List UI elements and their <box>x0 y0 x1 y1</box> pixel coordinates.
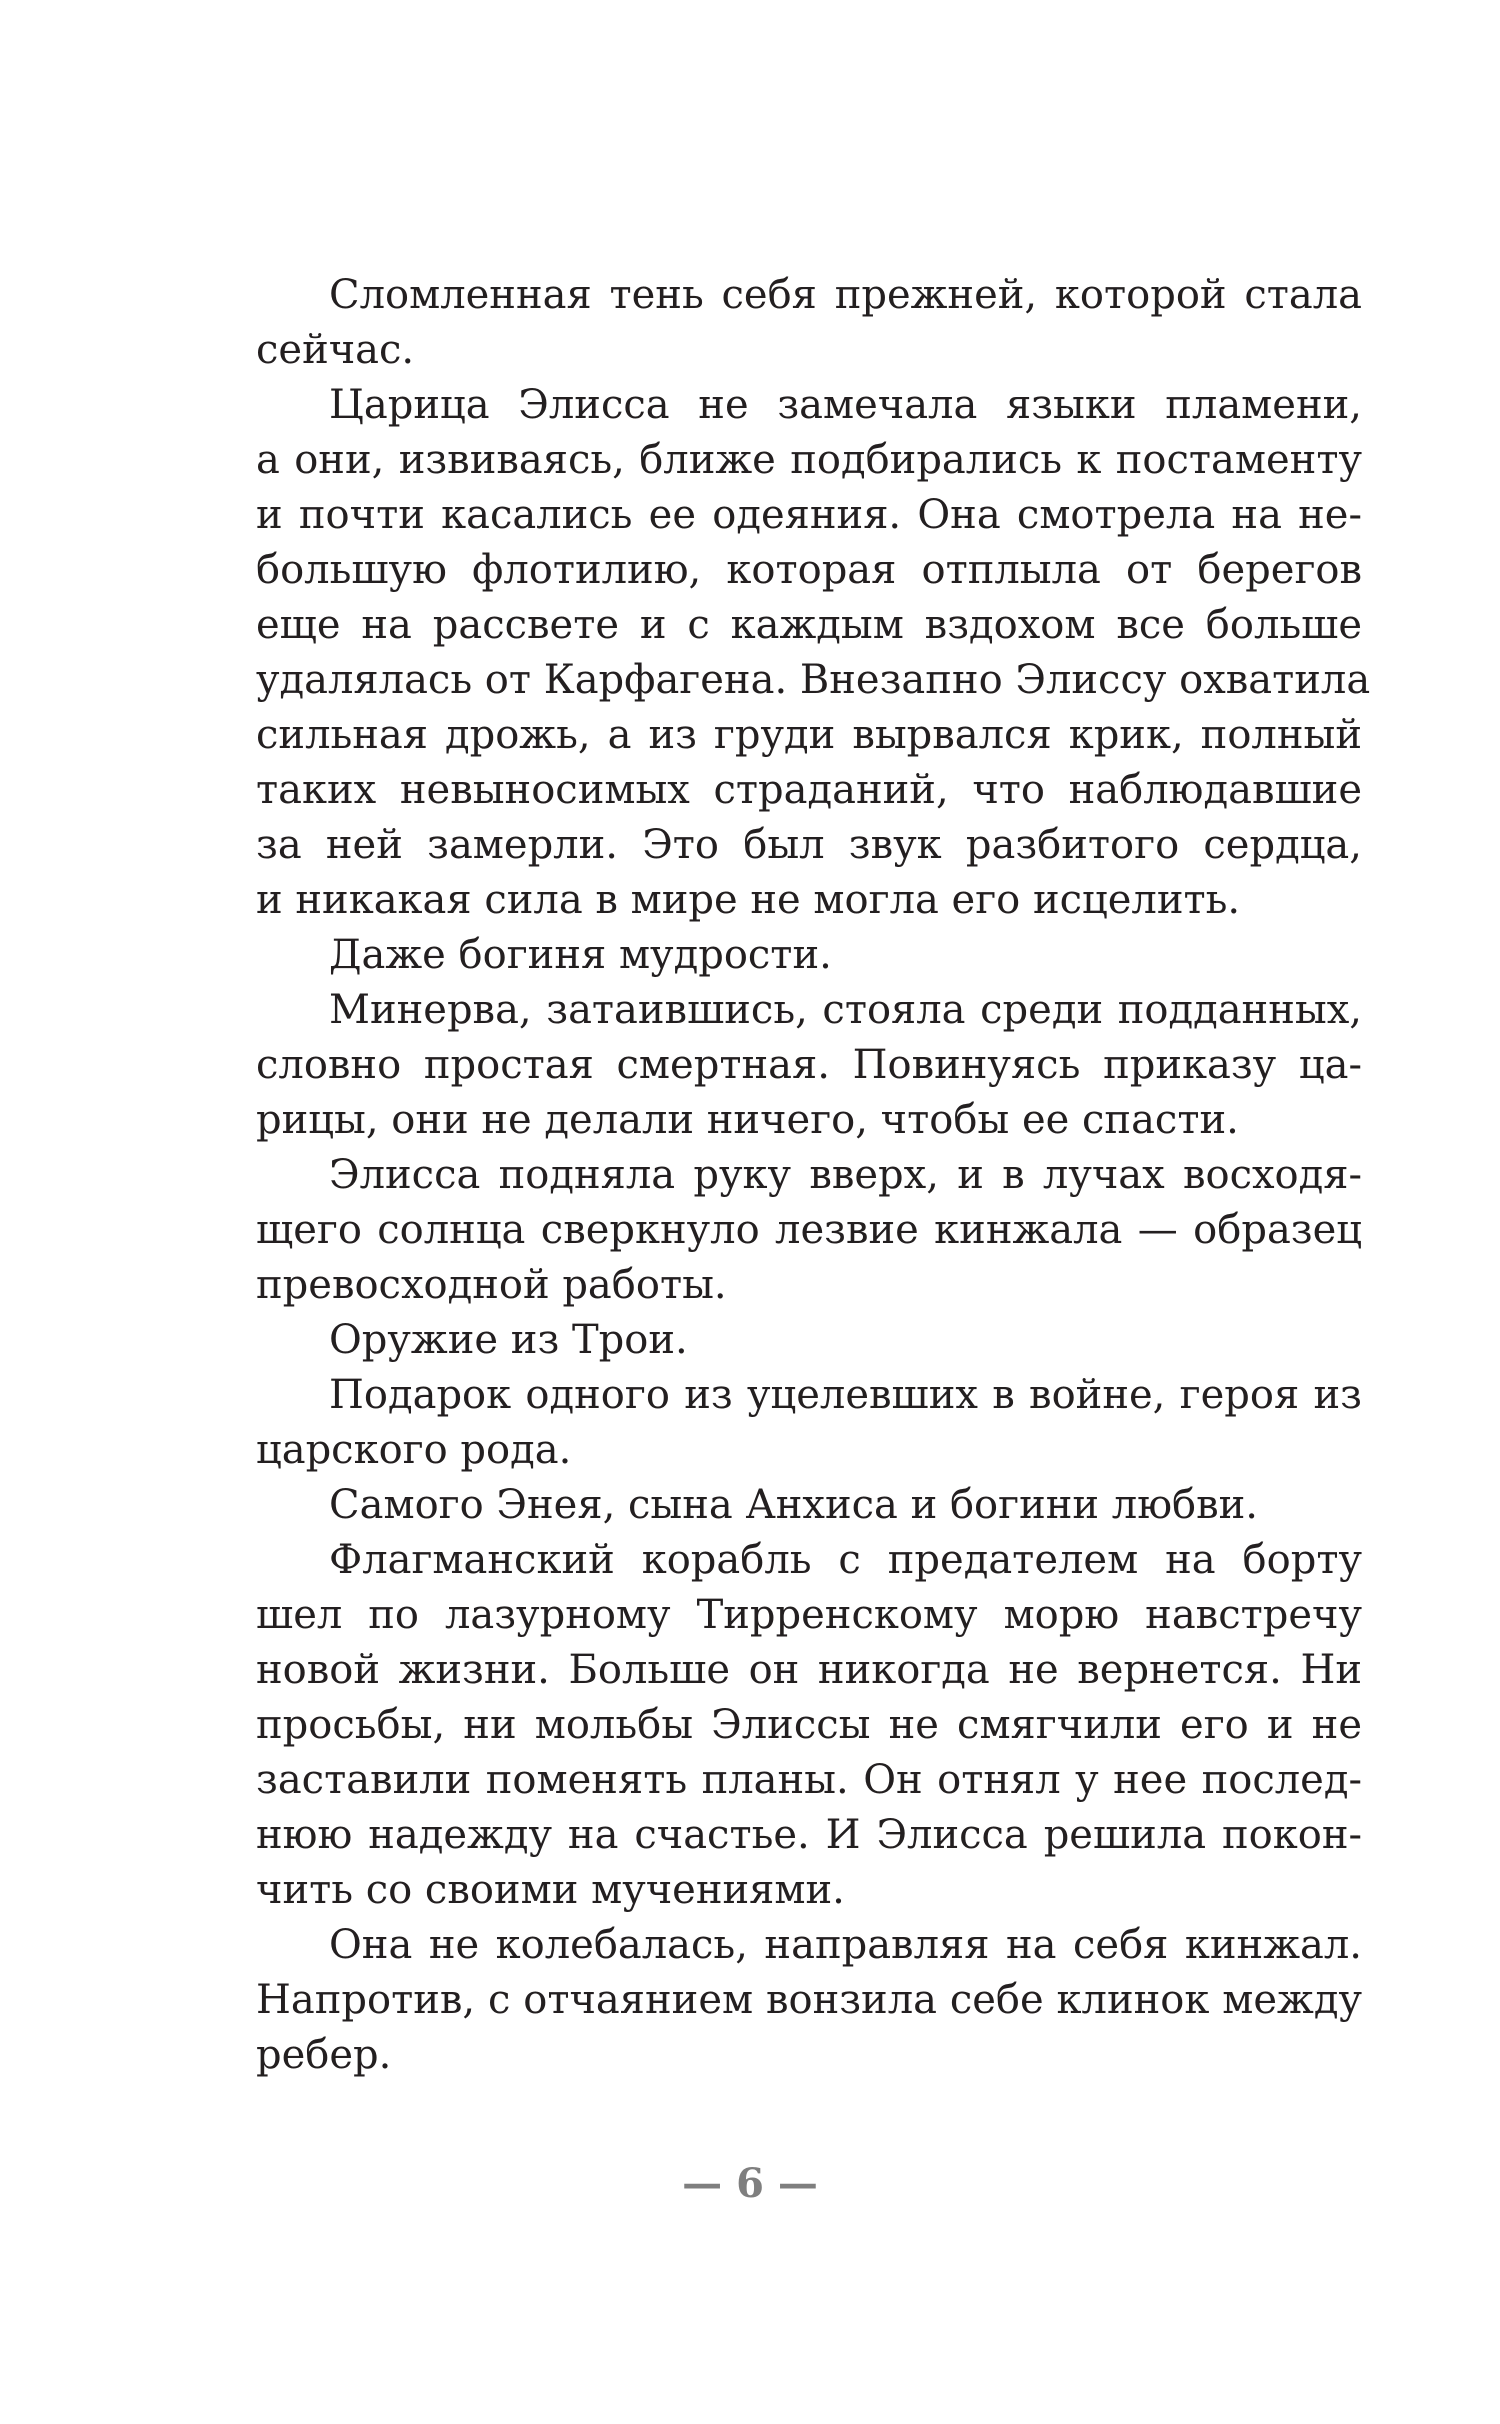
text-line: Оружие из Трои. <box>329 1317 688 1363</box>
book-page-body <box>256 268 1371 2083</box>
text-line: сейчас. <box>256 327 415 373</box>
text-line: за ней замерли. Это был звук разбитого сердца, <box>256 822 1362 868</box>
text-line: ребер. <box>256 2032 392 2078</box>
text-line: шел по лазурному Тирренскому морю навстречу <box>256 1592 1362 1638</box>
text-line: сильная дрожь, а из груди вырвался крик, полный <box>256 712 1362 758</box>
text-line: удалялась от Карфагена. Внезапно Элиссу охватила <box>256 657 1371 703</box>
text-line: Даже богиня мудрости. <box>329 932 832 978</box>
text-line: Сломленная тень себя прежней, которой стала <box>329 272 1362 318</box>
text-line: царского рода. <box>256 1427 572 1473</box>
text-line: и почти касались ее одеяния. Она смотрела на не- <box>256 492 1362 538</box>
text-line: еще на рассвете и с каждым вздохом все больше <box>256 602 1362 648</box>
text-line: Самого Энея, сына Анхиса и богини любви. <box>329 1482 1259 1528</box>
page-number: — 6 — <box>682 2160 818 2207</box>
text-line: Напротив, с отчаянием вонзила себе клинок между <box>256 1977 1362 2023</box>
text-line: Подарок одного из уцелевших в войне, героя из <box>329 1372 1362 1418</box>
text-line: большую флотилию, которая отплыла от берегов <box>256 547 1362 593</box>
text-line: щего солнца сверкнуло лезвие кинжала — образец <box>256 1207 1362 1253</box>
text-line: нюю надежду на счастье. И Элисса решила покон- <box>256 1812 1362 1858</box>
text-line: превосходной работы. <box>256 1262 727 1308</box>
text-line: просьбы, ни мольбы Элиссы не смягчили его и не <box>256 1702 1362 1748</box>
text-line: словно простая смертная. Повинуясь приказу ца- <box>256 1042 1362 1088</box>
text-line: Элисса подняла руку вверх, и в лучах восходя- <box>329 1152 1362 1198</box>
text-line: таких невыносимых страданий, что наблюдавшие <box>256 767 1362 813</box>
text-line: Она не колебалась, направляя на себя кинжал. <box>329 1922 1362 1968</box>
text-line: Минерва, затаившись, стояла среди подданных, <box>329 987 1362 1033</box>
text-line: и никакая сила в мире не могла его исцелить. <box>256 877 1241 923</box>
text-line: заставили поменять планы. Он отнял у нее послед- <box>256 1757 1362 1803</box>
text-line: новой жизни. Больше он никогда не вернется. Ни <box>256 1647 1362 1693</box>
text-line: Царица Элисса не замечала языки пламени, <box>329 382 1362 428</box>
text-line: Флагманский корабль с предателем на борту <box>329 1537 1362 1583</box>
text-line: рицы, они не делали ничего, чтобы ее спасти. <box>256 1097 1239 1143</box>
text-line: чить со своими мучениями. <box>256 1867 845 1913</box>
text-line: а они, извиваясь, ближе подбирались к постаменту <box>256 437 1362 483</box>
